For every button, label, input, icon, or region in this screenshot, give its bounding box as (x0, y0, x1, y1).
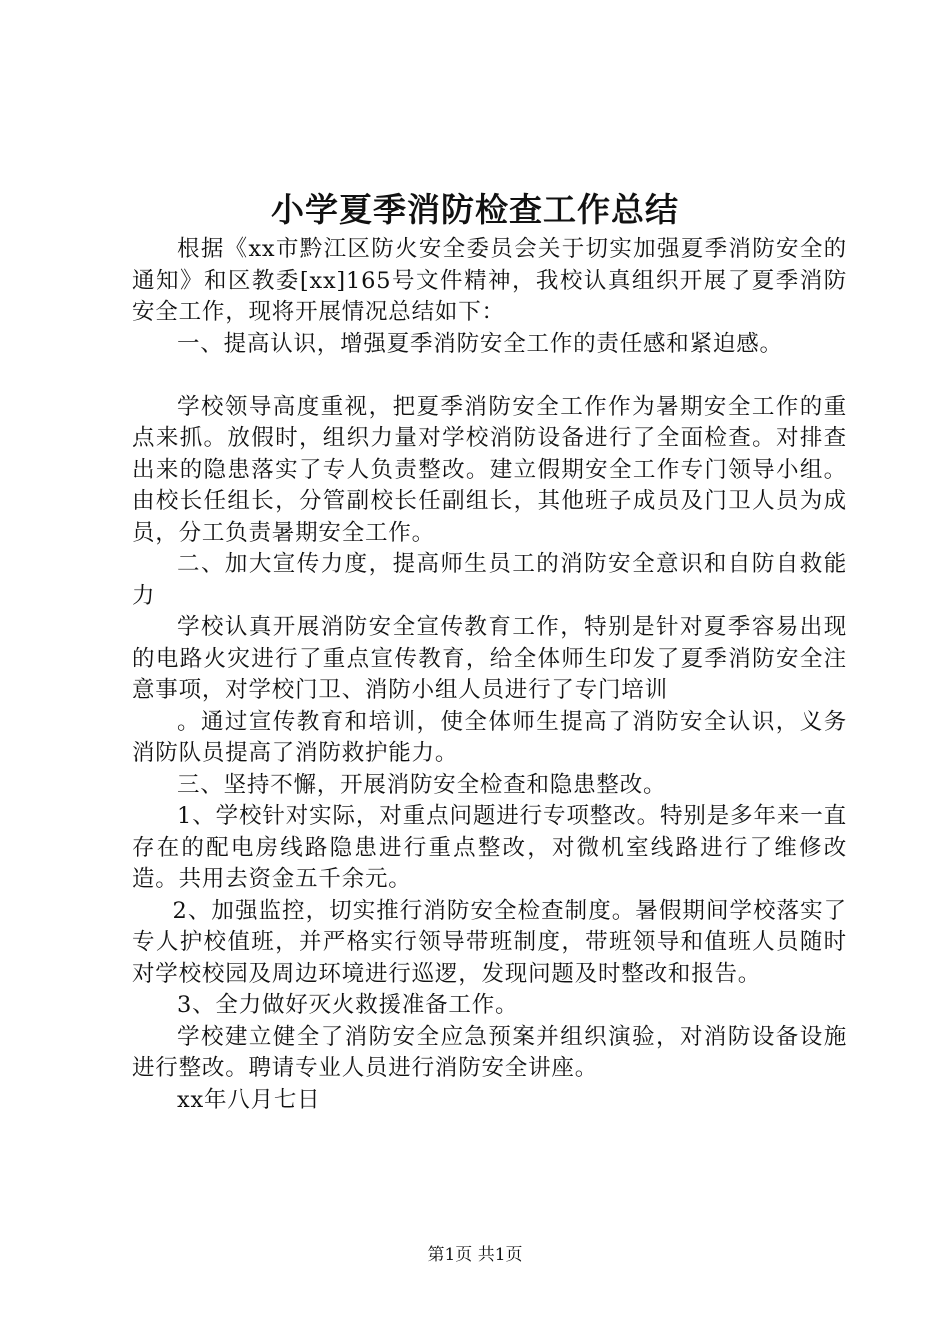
section-2-paragraph: 学校认真开展消防安全宣传教育工作，特别是针对夏季容易出现的电路火灾进行了重点宣传教育，给全体师生印发了夏季消防安全注意事项，对学校门卫、消防小组人员进行了专门培训 (132, 614, 847, 703)
intro-paragraph: 根据《xx市黔江区防火安全委员会关于切实加强夏季消防安全的通知》和区教委[xx]165号文件精神，我校认真组织开展了夏季消防安全工作，现将开展情况总结如下： (132, 236, 847, 325)
section-3-item-3-paragraph: 学校建立健全了消防安全应急预案并组织演验，对消防设备设施进行整改。聘请专业人员进行消防安全讲座。 (132, 1023, 847, 1081)
document-title: 小学夏季消防检查工作总结 (271, 190, 679, 229)
page-number-footer: 第1页 共1页 (427, 1245, 523, 1265)
section-1-paragraph: 学校领导高度重视，把夏季消防安全工作作为暑期安全工作的重点来抓。放假时，组织力量对学校消防设备进行了全面检查。对排查出来的隐患落实了专人负责整改。建立假期安全工作专门领导小组。由校长任组长，分管副校长任副组长，其他班子成员及门卫人员为成员，分工负责暑期安全工作。 (132, 393, 847, 546)
section-2-continuation: 。通过宣传教育和培训，使全体师生提高了消防安全认识，义务消防队员提高了消防救护能力。 (132, 708, 847, 766)
section-3-item-3: 3、全力做好灭火救援准备工作。 (177, 992, 519, 1018)
document-date: xx年八月七日 (177, 1086, 321, 1113)
section-heading-3: 三、坚持不懈，开展消防安全检查和隐患整改。 (177, 771, 667, 798)
section-heading-1: 一、提高认识，增强夏季消防安全工作的责任感和紧迫感。 (177, 330, 783, 357)
section-3-item-2: 2、加强监控，切实推行消防安全检查制度。暑假期间学校落实了专人护校值班，并严格实行领导带班制度，带班领导和值班人员随时对学校校园及周边环境进行巡逻，发现问题及时整改和报告。 (132, 897, 847, 987)
blank-line (132, 360, 847, 392)
section-heading-2: 二、加大宣传力度，提高师生员工的消防安全意识和自防自救能力 (132, 551, 847, 609)
section-3-item-1: 1、学校针对实际，对重点问题进行专项整改。特别是多年来一直存在的配电房线路隐患进行重点整改，对微机室线路进行了维修改造。共用去资金五千余元。 (132, 803, 847, 892)
document-body (132, 234, 847, 1116)
